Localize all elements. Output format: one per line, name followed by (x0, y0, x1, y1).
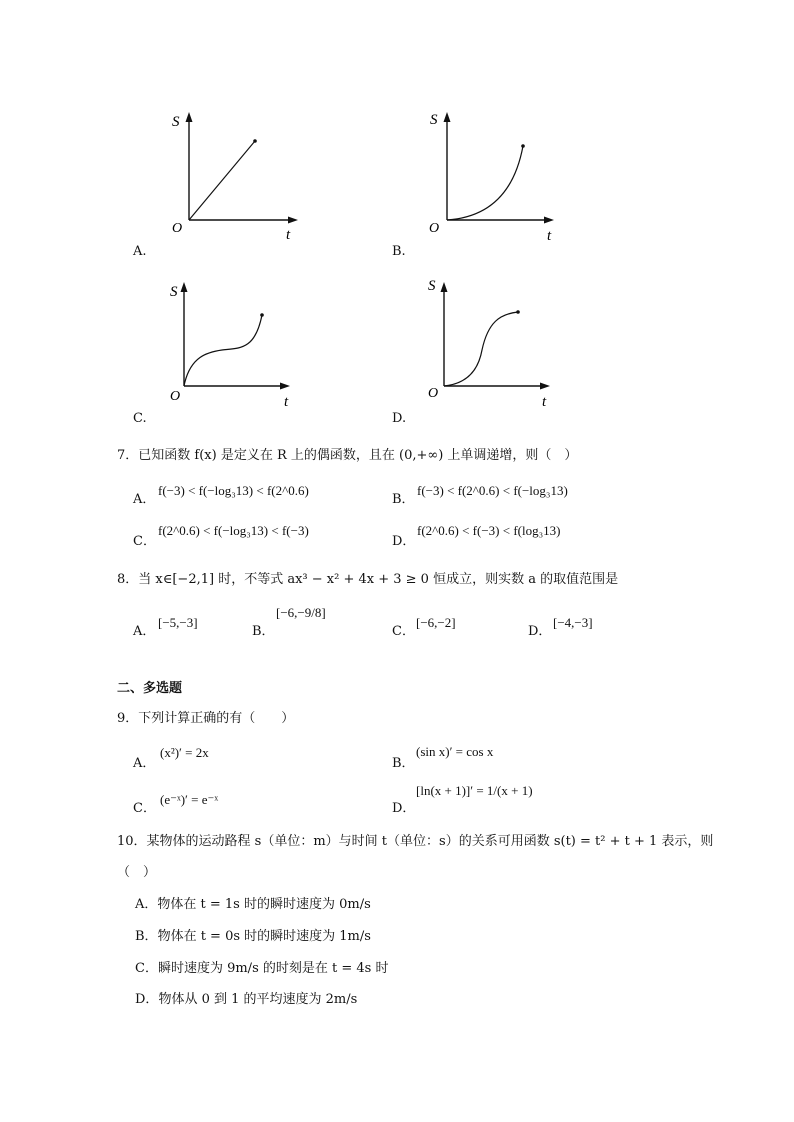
origin-label: O (429, 221, 440, 236)
q10-option-c (135, 957, 388, 976)
graph-c-letter: C. (133, 411, 147, 426)
graph-a (160, 108, 310, 243)
axis-label-s: S (430, 112, 438, 128)
q9-option-a: (x²)′ = 2x (160, 745, 209, 760)
q8-option-d: [−4,−3] (553, 615, 593, 630)
option-text: 物体在 t = 0s 时的瞬时速度为 1m/s (157, 929, 371, 944)
axis-label-t: t (286, 227, 291, 243)
q9-option-b: (sin x)′ = cos x (416, 744, 494, 759)
q8-option-b-letter: B． (252, 624, 275, 639)
q8-option-c-letter: C． (392, 624, 415, 639)
axis-label-t: t (284, 394, 289, 410)
q10-paren: （ ） (117, 865, 157, 880)
graph-d (420, 272, 570, 407)
axis-label-s: S (172, 114, 180, 130)
axis-label-t: t (547, 228, 552, 243)
q7-option-c: f(2^0.6) < f(−log₃13) < f(−3) (158, 523, 309, 538)
q10-option-a (135, 893, 371, 912)
q7-option-a: f(−3) < f(−log₃13) < f(2^0.6) (158, 483, 309, 498)
graph-b (420, 108, 570, 243)
option-letter: A． (135, 897, 158, 912)
curve-convex (447, 146, 523, 220)
q10-option-d (135, 988, 357, 1007)
q10-option-b (135, 925, 371, 944)
q7-option-d-letter: D． (392, 534, 416, 549)
q9-option-b-letter: B． (392, 756, 415, 771)
origin-label: O (172, 221, 183, 236)
option-text: 物体从 0 到 1 的平均速度为 2m/s (158, 992, 358, 1007)
origin-label: O (428, 386, 439, 401)
option-letter: C． (135, 961, 158, 976)
q8-option-a: [−5,−3] (158, 615, 198, 630)
q10-stem: 10．某物体的运动路程 s（单位：m）与时间 t（单位：s）的关系可用函数 s(t) = t² + t + 1 表示，则 (117, 834, 714, 849)
axis-label-s: S (428, 278, 436, 294)
graph-b-letter: B. (392, 244, 406, 259)
q9-stem: 9．下列计算正确的有（ ） (117, 711, 295, 726)
curve-inflect (184, 315, 262, 386)
q9-option-d: [ln(x + 1)]′ = 1/(x + 1) (416, 783, 533, 798)
q9-option-c-letter: C． (133, 801, 156, 816)
q8-option-c: [−6,−2] (416, 615, 456, 630)
option-letter: B． (135, 929, 158, 944)
origin-label: O (170, 389, 181, 404)
graph-a-letter: A. (133, 244, 147, 259)
q7-option-d: f(2^0.6) < f(−3) < f(log₃13) (417, 523, 561, 538)
q8-option-b: [−6,−9/8] (276, 605, 326, 620)
curve-s-shape (444, 312, 518, 386)
section-heading: 二、多选题 (117, 681, 183, 696)
option-text: 瞬时速度为 9m/s 的时刻是在 t = 4s 时 (157, 961, 389, 976)
axis-label-s: S (170, 284, 178, 300)
q7-stem: 7．已知函数 f(x) 是定义在 R 上的偶函数，且在 (0,+∞) 上单调递增，则（ ） (117, 448, 578, 463)
q8-option-d-letter: D． (528, 624, 552, 639)
option-text: 物体在 t = 1s 时的瞬时速度为 0m/s (157, 897, 371, 912)
curve-linear (189, 141, 255, 220)
q9-option-c: (e⁻ˣ)′ = e⁻ˣ (160, 792, 219, 807)
q7-option-b: f(−3) < f(2^0.6) < f(−log₃13) (417, 483, 568, 498)
q7-option-b-letter: B． (392, 492, 415, 507)
axis-label-t: t (542, 394, 547, 407)
q7-option-c-letter: C． (133, 534, 156, 549)
q7-option-a-letter: A． (133, 492, 156, 507)
q9-option-a-letter: A． (133, 756, 156, 771)
q9-option-d-letter: D． (392, 801, 416, 816)
q8-stem: 8．当 x∈[−2,1] 时，不等式 ax³ − x² + 4x + 3 ≥ 0 恒成立，则实数 a 的取值范围是 (117, 572, 619, 587)
graph-c (160, 278, 310, 413)
option-letter: D． (135, 992, 159, 1007)
q8-option-a-letter: A． (133, 624, 156, 639)
graph-d-letter: D. (392, 411, 407, 426)
